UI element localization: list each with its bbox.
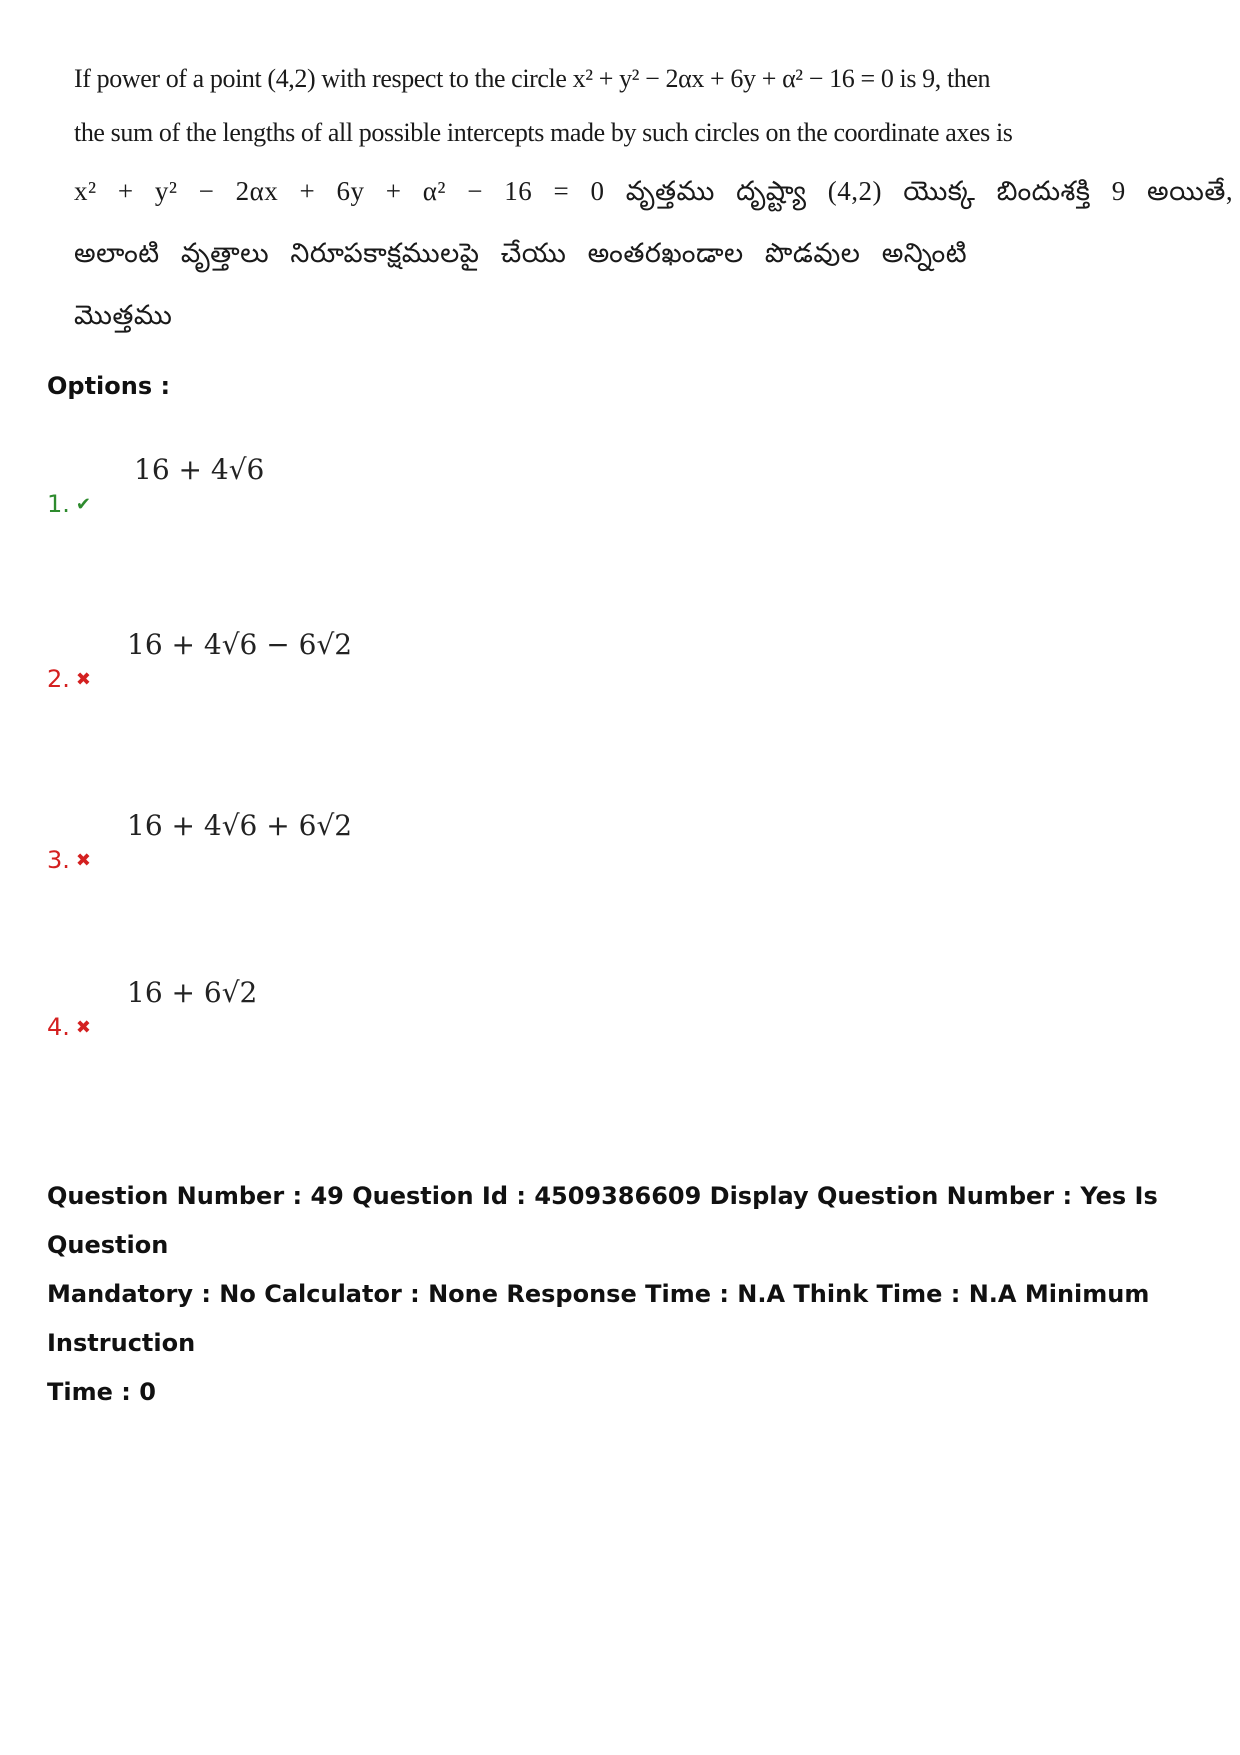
question-telugu-line-3: మొత్తము [74, 300, 173, 330]
cross-icon: ✖ [75, 850, 91, 871]
metadata-line-1: Question Number : 49 Question Id : 4509386609 Display Question Number : Yes Is Question [47, 1182, 1158, 1259]
option-3-expression: 16 + 4√6 + 6√2 [127, 809, 353, 842]
option-4-label [47, 1013, 91, 1041]
cross-icon: ✖ [75, 669, 91, 690]
metadata-line-2: Mandatory : No Calculator : None Response Time : N.A Think Time : N.A Minimum Instruction [47, 1280, 1150, 1357]
option-3-label [47, 846, 91, 874]
option-2-label [47, 665, 91, 693]
option-3-number: 3. [47, 846, 70, 874]
question-english-line-1: If power of a point (4,2) with respect to the circle x² + y² − 2αx + 6y + α² − 16 = 0 is 9, then [74, 64, 991, 93]
options-heading: Options : [47, 372, 171, 400]
metadata-line-3: Time : 0 [47, 1378, 156, 1406]
option-1-label [47, 490, 91, 518]
question-image-text [74, 52, 1234, 346]
option-1-number: 1. [47, 490, 70, 518]
option-2-number: 2. [47, 665, 70, 693]
question-english-line-2: the sum of the lengths of all possible intercepts made by such circles on the coordinate axes is [74, 118, 1013, 147]
check-icon: ✔ [75, 494, 91, 515]
question-telugu-line-2: అలాంటి వృత్తాలు నిరూపకాక్షములపై చేయు అంతరఖండాల పొడవుల అన్నింటి [74, 238, 968, 268]
cross-icon: ✖ [75, 1017, 91, 1038]
question-metadata [47, 1172, 1207, 1417]
option-2-expression: 16 + 4√6 − 6√2 [127, 628, 353, 661]
option-1-expression: 16 + 4√6 [134, 453, 265, 486]
question-telugu-line-1: x² + y² − 2αx + 6y + α² − 16 = 0 వృత్తము దృష్ట్యా (4,2) యొక్క బిందుశక్తి 9 అయితే, [74, 176, 1234, 206]
option-4-expression: 16 + 6√2 [127, 976, 258, 1009]
option-4-number: 4. [47, 1013, 70, 1041]
